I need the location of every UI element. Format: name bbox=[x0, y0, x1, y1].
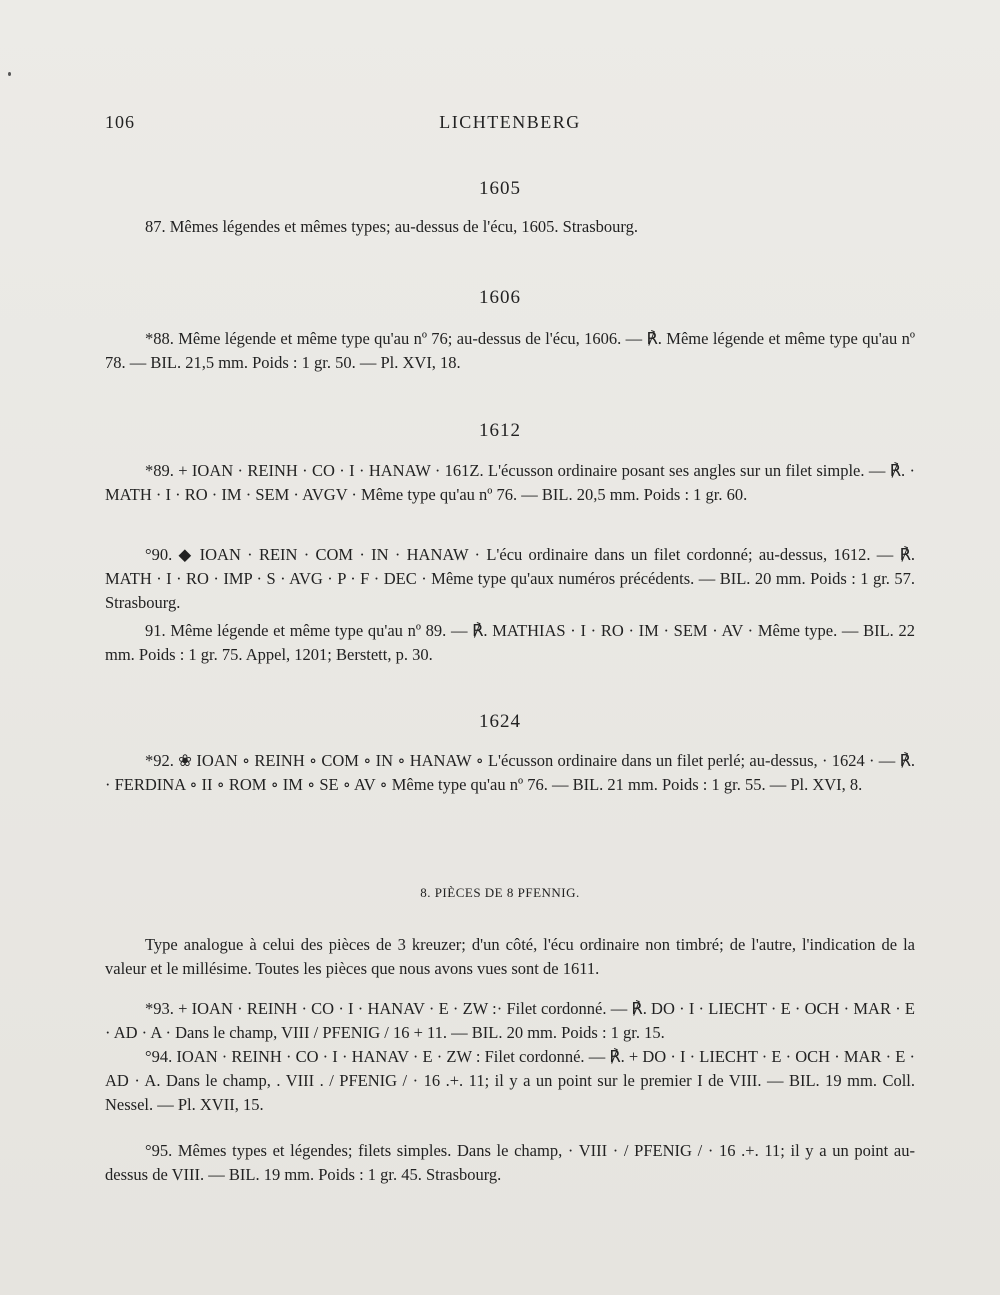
catalog-entry: *92. ❀ IOAN ∘ REINH ∘ COM ∘ IN ∘ HANAW ∘ L'écusson ordinaire dans un filet perlé; au-dessus, · 1624 · — ℟. · FERDINA ∘ II ∘ ROM ∘ IM ∘ SE ∘ AV ∘ Même type qu'au nº 76. — BIL. 21 mm. Poids : 1 gr. 55. — Pl. XVI, 8. bbox=[105, 751, 915, 794]
section-title: 8. PIÈCES DE 8 PFENNIG. bbox=[420, 885, 580, 900]
year-heading: 1605 bbox=[479, 178, 521, 199]
page-header bbox=[105, 112, 915, 133]
stray-mark bbox=[8, 72, 11, 76]
catalog-entry: *88. Même légende et même type qu'au nº 76; au-dessus de l'écu, 1606. — ℟. Même légende et même type qu'au nº 78. — BIL. 21,5 mm. Poids : 1 gr. 50. — Pl. XVI, 18. bbox=[105, 329, 915, 372]
running-title: LICHTENBERG bbox=[439, 112, 581, 132]
year-heading: 1612 bbox=[479, 420, 521, 441]
section-intro: Type analogue à celui des pièces de 3 kreuzer; d'un côté, l'écu ordinaire non timbré; de l'autre, l'indication de la valeur et le millésime. Toutes les pièces que nous avons vues sont de 1611. bbox=[105, 935, 915, 978]
catalog-entry: °90. ◆ IOAN · REIN · COM · IN · HANAW · L'écu ordinaire dans un filet cordonné; au-dessus, 1612. — ℟. MATH · I · RO · IMP · S · AVG · P · F · DEC · Même type qu'aux numéros précédents. — BIL. 20 mm. Poids : 1 gr. 57. Strasbourg. bbox=[105, 545, 915, 612]
year-heading: 1606 bbox=[479, 287, 521, 308]
page-number: 106 bbox=[105, 112, 135, 132]
catalog-entry: *93. + IOAN · REINH · CO · I · HANAV · E · ZW :· Filet cordonné. — ℟. DO · I · LIECHT · E · OCH · MAR · E · AD · A · Dans le champ, VIII / PFENIG / 16 + 11. — BIL. 20 mm. Poids : 1 gr. 15. bbox=[105, 999, 915, 1042]
catalog-entry: *89. + IOAN · REINH · CO · I · HANAW · 161Z. L'écusson ordinaire posant ses angles sur un filet simple. — ℟. · MATH · I · RO · IM · SEM · AVGV · Même type qu'au nº 76. — BIL. 20,5 mm. Poids : 1 gr. 60. bbox=[105, 461, 915, 504]
year-heading: 1624 bbox=[479, 711, 521, 732]
catalog-entry: °94. IOAN · REINH · CO · I · HANAV · E · ZW : Filet cordonné. — ℟. + DO · I · LIECHT · E · OCH · MAR · E · AD · A. Dans le champ, . VIII . / PFENIG / · 16 .+. 11; il y a un point sur le premier I de VIII. — BIL. 19 mm. Coll. Nessel. — Pl. XVII, 15. bbox=[105, 1047, 915, 1114]
catalog-entry: 91. Même légende et même type qu'au nº 89. — ℟. MATHIAS · I · RO · IM · SEM · AV · Même type. — BIL. 22 mm. Poids : 1 gr. 75. Appel, 1201; Berstett, p. 30. bbox=[105, 621, 915, 664]
catalog-entry: 87. Mêmes légendes et mêmes types; au-dessus de l'écu, 1605. Strasbourg. bbox=[145, 217, 638, 236]
catalog-entry: °95. Mêmes types et légendes; filets simples. Dans le champ, · VIII · / PFENIG / · 16 .+. 11; il y a un point au-dessus de VIII. — BIL. 19 mm. Poids : 1 gr. 45. Strasbourg. bbox=[105, 1141, 915, 1184]
